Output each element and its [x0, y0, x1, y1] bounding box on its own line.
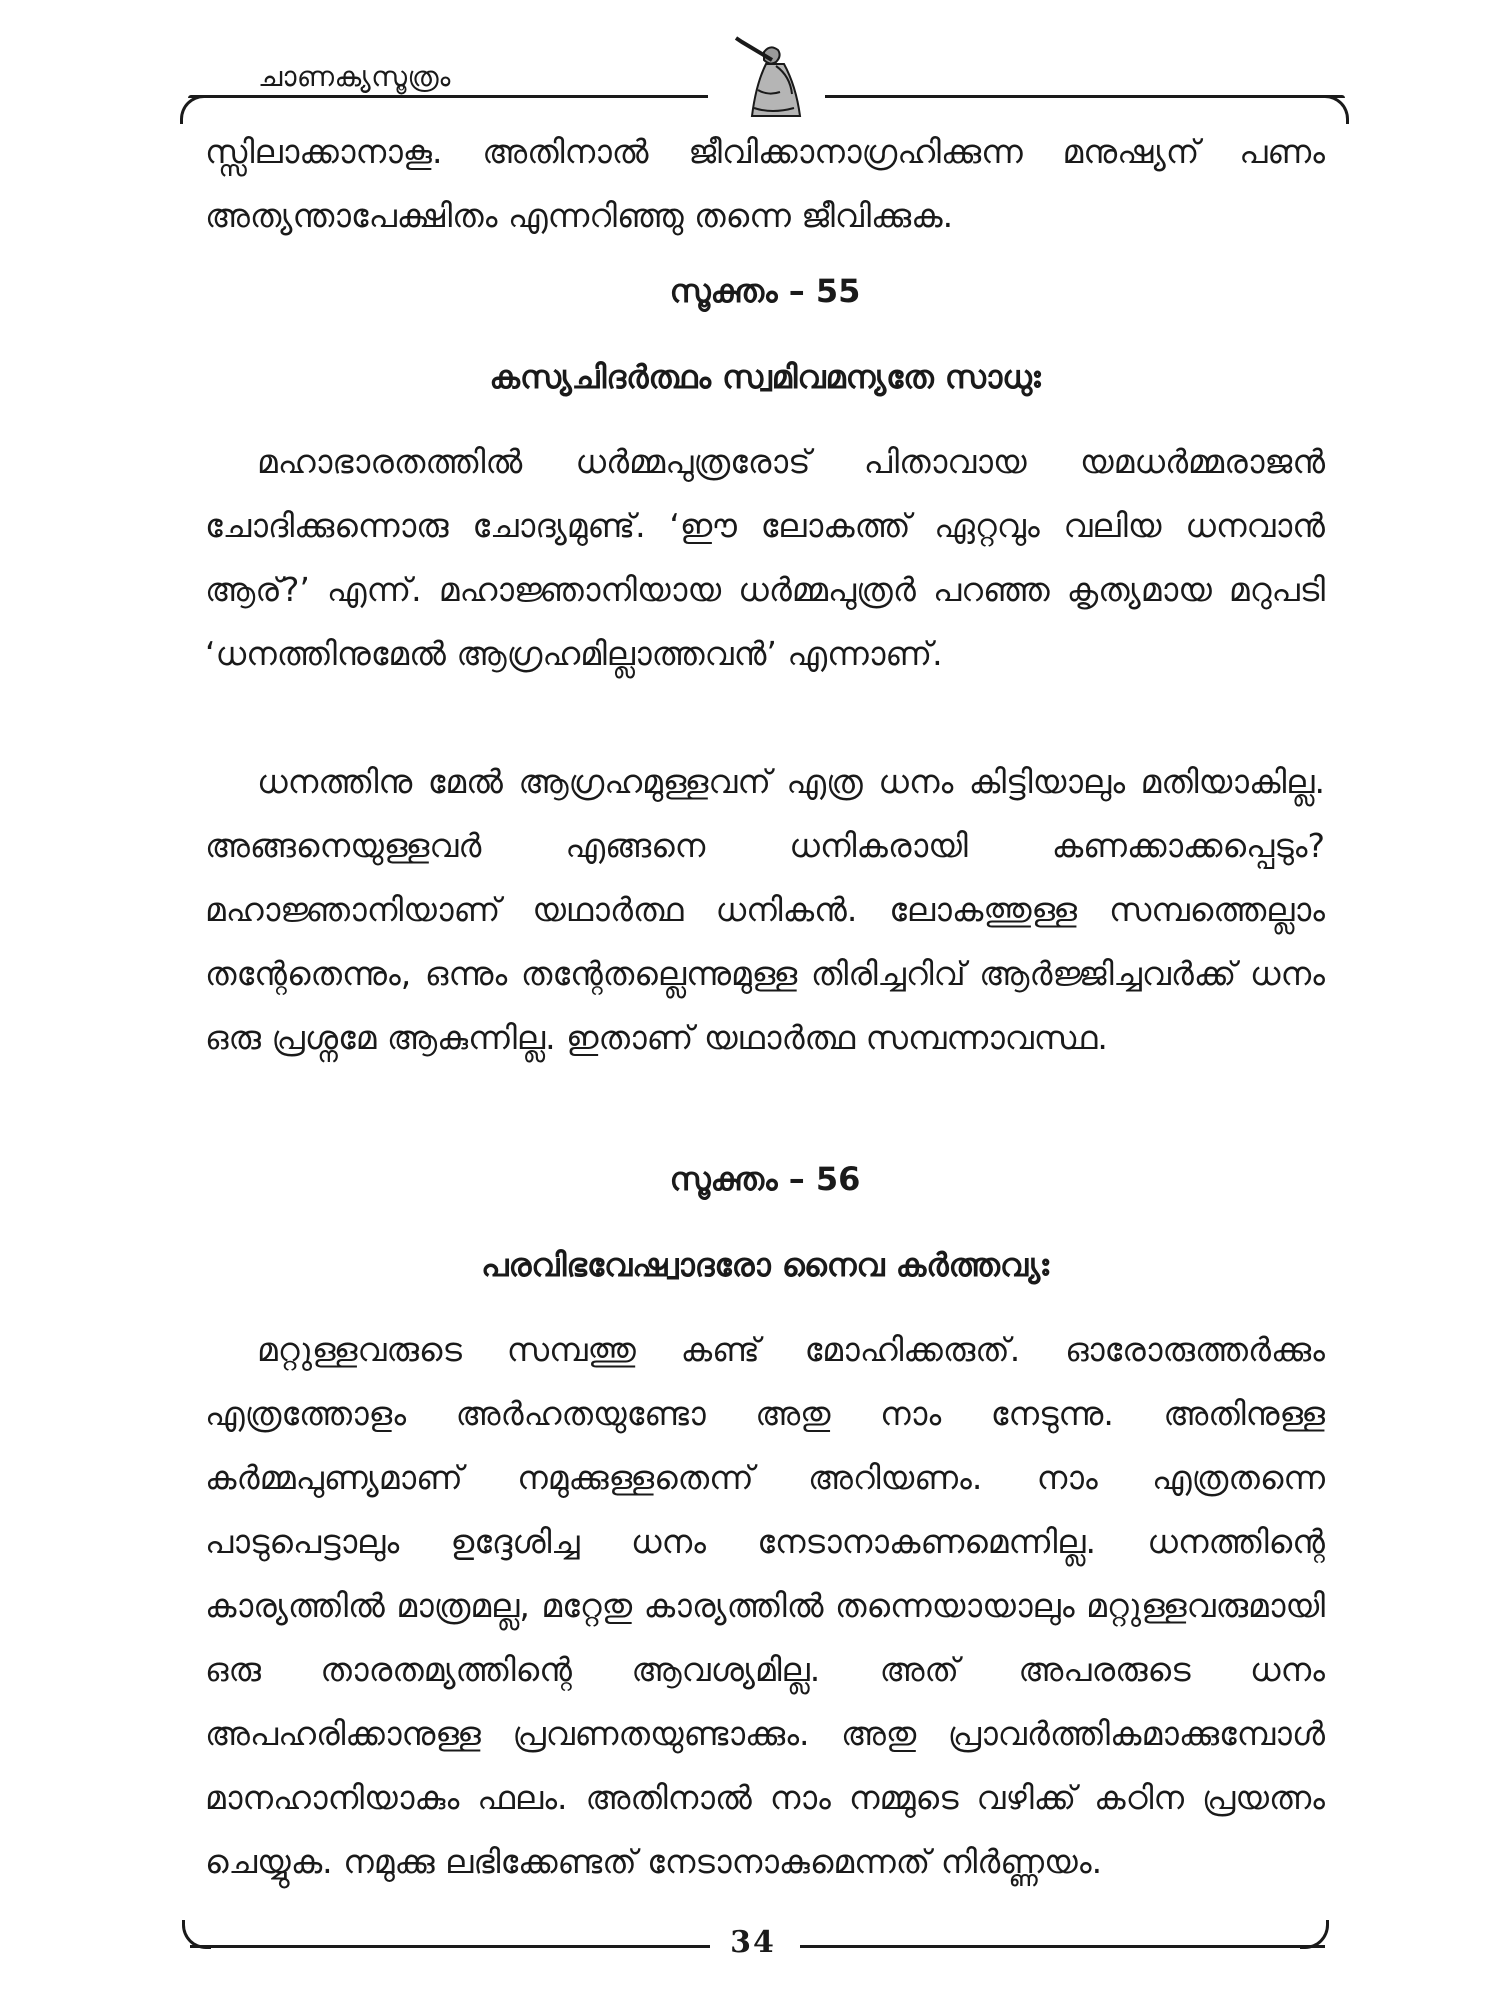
section-56-heading: സൂക്തം – 56	[669, 1160, 861, 1198]
section-55-sutra: കസ്യചിദർത്ഥം സ്വമിവമന്യതേ സാധുഃ	[489, 358, 1041, 396]
section-56-paragraph-1	[205, 1318, 1325, 1894]
section-55-paragraph-2	[205, 750, 1325, 1070]
header-rule-left	[188, 95, 708, 98]
intro-paragraph	[205, 120, 1325, 248]
section-55-paragraph-1	[205, 430, 1325, 686]
footer-rule-right	[800, 1945, 1325, 1948]
intro-text: സ്സിലാക്കാനാകൂ. അതിനാൽ ജീവിക്കാനാഗ്രഹിക്കുന്ന മനുഷ്യന് പണം അത്യന്താപേക്ഷിതം എന്നറിഞ്ഞു തന്നെ ജീവിക്കുക.	[205, 132, 1325, 235]
section-56-sutra: പരവിഭവേഷ്വാദരോ നൈവ കർത്തവ്യഃ	[481, 1246, 1049, 1284]
paragraph-text: മറ്റുള്ളവരുടെ സമ്പത്തു കണ്ട് മോഹിക്കരുത്. ഓരോരുത്തർക്കും എത്രത്തോളം അർഹതയുണ്ടോ അതു നാം നേടുന്നു. അതിനുള്ള കർമ്മപുണ്യമാണ് നമുക്കുള്ളതെന്ന് അറിയണം. നാം എത്രതന്നെ പാടുപെട്ടാലും ഉദ്ദേശിച്ച ധനം നേടാനാകണമെന്നില്ല. ധനത്തിന്റെ കാര്യത്തിൽ മാത്രമല്ല, മറ്റേതു കാര്യത്തിൽ തന്നെയായാലും മറ്റുള്ളവരുമായി ഒരു താരതമ്യത്തിന്റെ ആവശ്യമില്ല. അത് അപരരുടെ ധനം അപഹരിക്കാനുള്ള പ്രവണതയുണ്ടാക്കും. അതു പ്രാവർത്തികമാക്കുമ്പോൾ മാനഹാനിയാകും ഫലം. അതിനാൽ നാം നമ്മുടെ വഴിക്ക് കഠിന പ്രയത്നം ചെയ്യുക. നമുക്കു ലഭിക്കേണ്ടത് നേടാനാകുമെന്നത് നിർണ്ണയം.	[205, 1330, 1325, 1881]
section-55-heading: സൂക്തം – 55	[669, 272, 861, 310]
paragraph-text: മഹാഭാരതത്തിൽ ധർമ്മപുത്രരോട് പിതാവായ യമധർമ്മരാജൻ ചോദിക്കുന്നൊരു ചോദ്യമുണ്ട്. ‘ഈ ലോകത്ത് ഏറ്റവും വലിയ ധനവാൻ ആര്?’ എന്ന്. മഹാജ്ഞാനിയായ ധർമ്മപുത്രർ പറഞ്ഞ കൃത്യമായ മറുപടി ‘ധനത്തിനുമേൽ ആഗ്രഹമില്ലാത്തവൻ’ എന്നാണ്.	[205, 442, 1325, 673]
header-rule-right	[825, 95, 1345, 98]
running-header-title: ചാണക്യസൂത്രം	[258, 60, 451, 93]
footer-rule-left	[190, 1945, 710, 1948]
paragraph-text: ധനത്തിനു മേൽ ആഗ്രഹമുള്ളവന് എത്ര ധനം കിട്ടിയാലും മതിയാകില്ല. അങ്ങനെയുള്ളവർ എങ്ങനെ ധനികരായി കണക്കാക്കപ്പെടും? മഹാജ്ഞാനിയാണ് യഥാർത്ഥ ധനികൻ. ലോകത്തുള്ള സമ്പത്തെല്ലാം തന്റേതെന്നും, ഒന്നും തന്റേതല്ലെന്നുമുള്ള തിരിച്ചറിവ് ആർജ്ജിച്ചവർക്ക് ധനം ഒരു പ്രശ്നമേ ആകുന്നില്ല. ഇതാണ് യഥാർത്ഥ സമ്പന്നാവസ്ഥ.	[205, 762, 1325, 1057]
page-number: 34	[730, 1925, 776, 1960]
chanakya-figure-icon	[712, 30, 822, 120]
